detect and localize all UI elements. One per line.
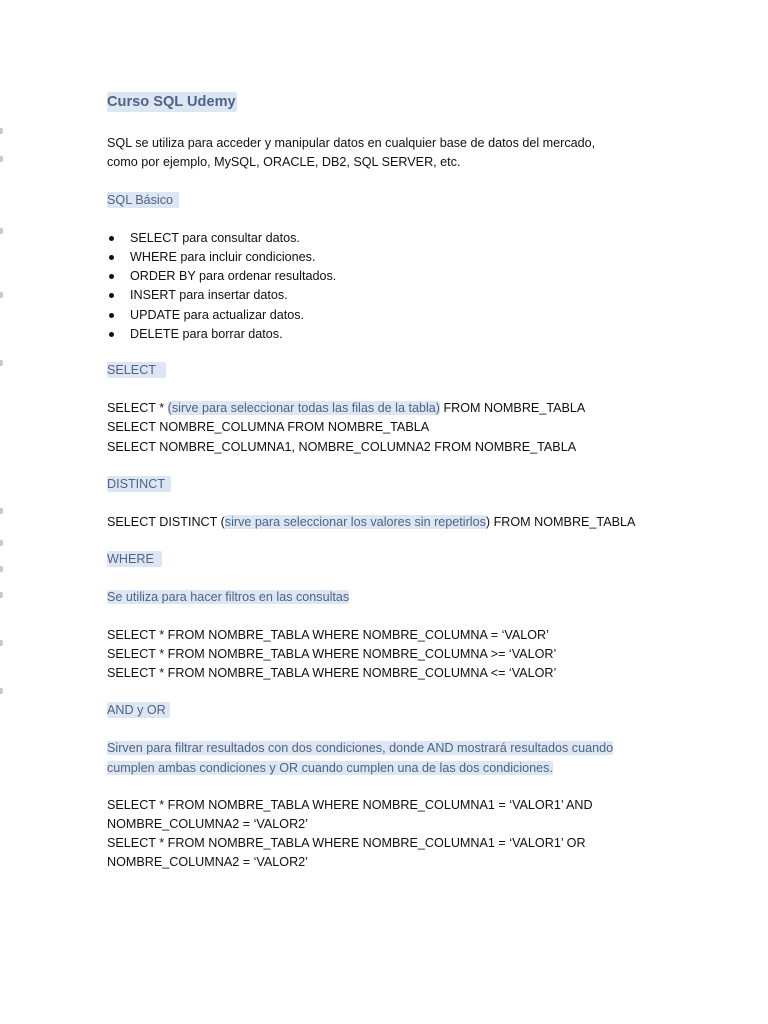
heading-text: AND y OR xyxy=(107,702,170,718)
and-or-examples xyxy=(107,796,687,873)
code-line: SELECT * FROM NOMBRE_TABLA WHERE NOMBRE_COLUMNA >= ‘VALOR’ xyxy=(107,646,557,661)
margin-mark xyxy=(0,360,3,366)
where-examples xyxy=(107,626,687,684)
margin-mark xyxy=(0,156,3,162)
description-text: Sirven para filtrar resultados con dos condiciones, donde AND mostrará resultados cuando xyxy=(107,741,614,756)
intro-paragraph xyxy=(107,134,687,172)
where-description xyxy=(107,588,687,607)
section-heading-select xyxy=(107,361,687,380)
code-line: SELECT * FROM NOMBRE_TABLA WHERE NOMBRE_COLUMNA <= ‘VALOR’ xyxy=(107,666,557,681)
list-item: UPDATE para actualizar datos. xyxy=(107,306,687,325)
code-line: NOMBRE_COLUMNA2 = ‘VALOR2’ xyxy=(107,817,308,832)
list-item: DELETE para borrar datos. xyxy=(107,325,687,344)
margin-marks xyxy=(0,0,4,1024)
margin-mark xyxy=(0,688,3,694)
margin-mark xyxy=(0,128,3,134)
list-item: ORDER BY para ordenar resultados. xyxy=(107,267,687,286)
code-text: SELECT * xyxy=(107,401,168,416)
code-text: SELECT DISTINCT ( xyxy=(107,515,225,530)
code-line: SELECT * FROM NOMBRE_TABLA WHERE NOMBRE_COLUMNA1 = ‘VALOR1’ AND xyxy=(107,797,593,812)
description-text: cumplen ambas condiciones y OR cuando cumplen una de las dos condiciones. xyxy=(107,760,553,775)
code-line: SELECT * FROM NOMBRE_TABLA WHERE NOMBRE_COLUMNA = ‘VALOR’ xyxy=(107,627,549,642)
list-item: INSERT para insertar datos. xyxy=(107,286,687,305)
inline-note: sirve para seleccionar los valores sin repetirlos xyxy=(224,515,486,530)
code-text: FROM NOMBRE_TABLA xyxy=(439,401,586,416)
list-item: WHERE para incluir condiciones. xyxy=(107,248,687,267)
select-examples xyxy=(107,399,687,457)
code-text: ) FROM NOMBRE_TABLA xyxy=(485,515,636,530)
margin-mark xyxy=(0,592,3,598)
list-item: SELECT para consultar datos. xyxy=(107,229,687,248)
heading-text: WHERE xyxy=(107,551,162,567)
inline-note: (sirve para seleccionar todas las filas de la tabla) xyxy=(167,401,440,416)
section-heading-basic xyxy=(107,191,687,210)
code-line: SELECT * FROM NOMBRE_TABLA WHERE NOMBRE_COLUMNA1 = ‘VALOR1’ OR xyxy=(107,836,586,851)
margin-mark xyxy=(0,540,3,546)
description-line xyxy=(107,759,687,778)
and-or-description xyxy=(107,739,687,777)
heading-text: SQL Básico xyxy=(107,192,179,208)
code-line: SELECT NOMBRE_COLUMNA1, NOMBRE_COLUMNA2 FROM NOMBRE_TABLA xyxy=(107,439,577,454)
heading-text: DISTINCT xyxy=(107,476,171,492)
document-title: Curso SQL Udemy xyxy=(107,92,237,112)
margin-mark xyxy=(0,228,3,234)
code-line xyxy=(107,399,687,418)
intro-line: como por ejemplo, MySQL, ORACLE, DB2, SQL SERVER, etc. xyxy=(107,155,461,170)
description-line xyxy=(107,739,687,758)
margin-mark xyxy=(0,292,3,298)
code-line: SELECT NOMBRE_COLUMNA FROM NOMBRE_TABLA xyxy=(107,420,430,435)
description-text: Se utiliza para hacer filtros en las consultas xyxy=(107,590,350,605)
section-heading-distinct xyxy=(107,475,687,494)
code-line xyxy=(107,513,687,532)
basic-commands-list xyxy=(107,229,687,344)
section-heading-and-or xyxy=(107,701,687,720)
document-page xyxy=(107,92,687,873)
section-heading-where xyxy=(107,550,687,569)
heading-text: SELECT xyxy=(107,362,166,378)
distinct-example xyxy=(107,513,687,532)
margin-mark xyxy=(0,640,3,646)
margin-mark xyxy=(0,508,3,514)
code-line: NOMBRE_COLUMNA2 = ‘VALOR2’ xyxy=(107,855,308,870)
intro-line: SQL se utiliza para acceder y manipular datos en cualquier base de datos del mercado, xyxy=(107,136,596,151)
margin-mark xyxy=(0,566,3,572)
